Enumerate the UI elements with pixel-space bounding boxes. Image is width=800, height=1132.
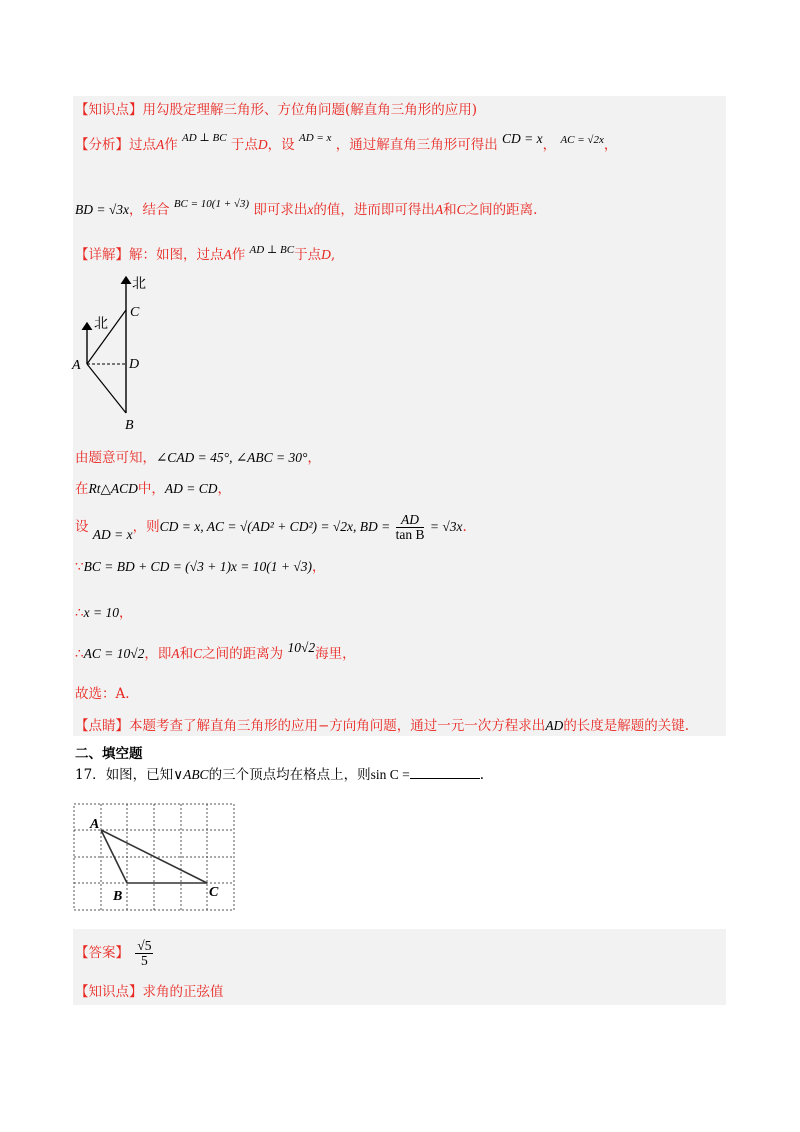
point-label: C: [456, 202, 466, 217]
math-expr: AD = x: [92, 527, 133, 542]
math-expr: AD ⊥ BC: [249, 244, 295, 256]
math-expr: AD = CD: [164, 481, 218, 496]
step-2: [75, 480, 231, 498]
analysis-text: ，: [542, 137, 557, 153]
detail-text: 解：如图，过点: [129, 247, 224, 263]
point-label: A: [223, 247, 232, 262]
question-17: [75, 766, 484, 784]
step-text: 故选：A.: [75, 686, 130, 702]
analysis-tag: 【分析】: [75, 137, 129, 153]
analysis-line-2: [75, 198, 538, 220]
analysis-text: 之间的距离.: [465, 202, 538, 218]
comment-tag: 【点睛】: [75, 718, 129, 734]
detail-text: 作: [231, 247, 246, 263]
north-label-1: 北: [132, 276, 146, 292]
step-text: 和: [179, 646, 194, 662]
math-expr: BC = BD + CD = (√3 + 1)x = 10(1 + √3): [83, 559, 313, 574]
detail-text: 于点: [294, 247, 322, 263]
north-label-2: 北: [94, 316, 108, 332]
math-expr: AC = √2x: [560, 134, 604, 146]
answer-tag: 【答案】: [75, 945, 129, 961]
label-c: C: [130, 305, 140, 320]
step-1: [75, 449, 321, 467]
label-d: D: [129, 357, 140, 372]
section-heading: 二、填空题: [75, 746, 143, 762]
therefore-symbol: ∴: [75, 605, 84, 621]
math-expr: AC = 10√2: [83, 646, 145, 661]
knowledge-tag: 【知识点】: [75, 102, 143, 118]
analysis-text: 过点: [129, 137, 156, 153]
step-5: [75, 604, 132, 622]
math-expr: AD ⊥ BC: [182, 132, 227, 144]
step-text: 之间的距离为: [202, 646, 284, 662]
analysis-text: 和: [443, 202, 457, 218]
math-expr: BC = 10(1 + √3): [173, 198, 250, 210]
math-expr: sin C =: [370, 767, 410, 782]
math-expr: AD: [545, 718, 564, 733]
analysis-text: ，通过解直角三角形可得出: [335, 137, 498, 153]
math-expr: CD = x: [502, 131, 543, 146]
bearing-diagram: [70, 268, 160, 438]
label-b: B: [113, 889, 123, 904]
comment-text: 本题考查了解直角三角形的应用−方向角问题，通过一元一次方程求出: [129, 718, 546, 734]
comment-text: 的长度是解题的关键.: [563, 718, 690, 734]
math-expr: CD = x, AC = √(AD² + CD²) = √2x, BD =: [159, 519, 394, 534]
segment-ab: [87, 364, 126, 413]
comment-line: [75, 717, 689, 735]
point-label: A: [434, 202, 444, 217]
step-text: 由题意可知，: [75, 450, 156, 466]
question-number: 17．: [75, 767, 106, 783]
analysis-text: ，结合: [129, 202, 170, 218]
grid-diagram: [70, 800, 240, 916]
knowledge-tag: 【知识点】: [75, 984, 143, 1000]
math-expr: 10√2: [287, 640, 316, 655]
analysis-text: 于点: [230, 137, 258, 153]
point-label: D: [257, 137, 268, 152]
step-text: ，则: [132, 519, 160, 535]
knowledge-line-2: [75, 983, 224, 1001]
analysis-text: 即可求出: [253, 202, 308, 218]
question-text: 如图，已知: [105, 767, 174, 783]
step-6: [75, 640, 356, 663]
label-a: A: [72, 358, 81, 373]
step-text: ，: [217, 481, 231, 497]
answer-blank: [410, 766, 480, 779]
math-expr: x = 10: [83, 605, 119, 620]
math-expr: = √3x: [426, 519, 463, 534]
math-expr: Rt△ACD: [88, 481, 138, 496]
question-text: 的三个顶点均在格点上，则: [208, 767, 371, 783]
solution-block: [73, 96, 726, 736]
step-text: ，即: [144, 646, 172, 662]
step-text: 海里，: [315, 646, 356, 662]
analysis-text: 的值，进而即可得出: [313, 202, 435, 218]
knowledge-text: 用勾股定理解三角形、方位角问题(解直角三角形的应用): [142, 102, 478, 118]
question-text: .: [479, 767, 484, 783]
math-expr: ∨ABC: [173, 767, 209, 782]
fraction: $\frac{AD}{\text{tan B}}$: [395, 512, 425, 542]
detail-tag: 【详解】: [75, 247, 129, 263]
step-text: ，: [312, 559, 326, 575]
label-c: C: [209, 885, 219, 900]
analysis-line-1: [75, 131, 618, 155]
point-label: C: [193, 646, 203, 661]
knowledge-line: [75, 101, 477, 119]
answer-line: [75, 936, 155, 970]
label-a: A: [90, 817, 100, 832]
step-text: 设: [75, 519, 89, 535]
detail-line: [75, 246, 335, 265]
step-text: .: [462, 519, 467, 535]
answer-fraction: $\frac{√5}{5}$: [137, 938, 152, 968]
analysis-text: ，设: [267, 137, 295, 153]
analysis-text: ，: [603, 137, 618, 153]
var-label: x: [307, 202, 314, 217]
point-label: A: [156, 137, 165, 152]
math-expr: ∠CAD = 45°, ∠ABC = 30°: [156, 450, 308, 465]
label-b: B: [125, 418, 134, 433]
step-7: [75, 685, 130, 703]
therefore-symbol: ∴: [75, 646, 84, 662]
point-label: D: [321, 247, 331, 262]
math-expr: AD = x: [298, 132, 332, 144]
step-text: 中，: [137, 481, 165, 497]
step-3: [75, 512, 467, 542]
step-4: [75, 558, 326, 576]
because-symbol: ∵: [75, 559, 84, 575]
math-expr: BD = √3x: [75, 202, 130, 217]
detail-text: ,: [330, 247, 336, 263]
point-label: A: [171, 646, 180, 661]
step-text: ，: [118, 605, 133, 621]
knowledge-text: 求角的正弦值: [142, 984, 224, 1000]
analysis-text: 作: [164, 137, 178, 153]
step-text: 在: [75, 481, 89, 497]
step-text: ，: [307, 450, 321, 466]
